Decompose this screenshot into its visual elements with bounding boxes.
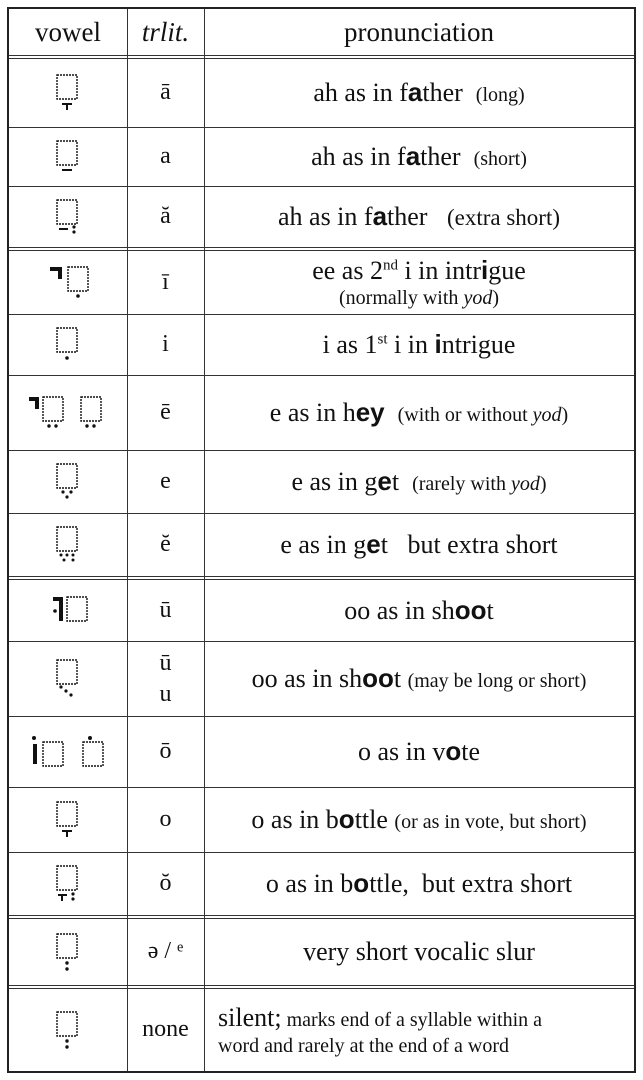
trlit-cell: ŏ [159, 870, 172, 897]
pronunciation-cell [204, 128, 634, 186]
trlit-cell [127, 642, 204, 716]
segol-icon [9, 451, 127, 513]
pronunciation-cell [204, 315, 634, 375]
trlit-long: ū [159, 649, 172, 676]
trlit-cell: i [162, 331, 169, 358]
vocal-shewa-icon [9, 919, 127, 985]
pron-text: oo as in sh [344, 595, 455, 625]
pron-text: gue [488, 255, 526, 285]
pron-text: ah as in f [277, 202, 373, 232]
pron-note: ) [492, 287, 499, 310]
pron-text: i in [387, 330, 435, 360]
pron-note-italic: yod [510, 473, 540, 496]
trlit-cell: e [160, 468, 171, 495]
pron-text: i as 1 [322, 330, 378, 360]
pronunciation-cell [204, 989, 634, 1071]
hireq-yod-icon [9, 251, 127, 314]
pron-text: ther [422, 78, 463, 108]
trlit-cell: a [160, 143, 171, 170]
pron-text: ther [420, 142, 461, 172]
pron-text: o as in b [265, 869, 354, 899]
pron-note: (with or without [397, 404, 533, 427]
pron-superscript: nd [382, 257, 398, 274]
pronunciation-cell [204, 580, 634, 641]
pronunciation-cell [204, 717, 634, 787]
pron-note-italic: yod [532, 404, 562, 427]
pronunciation-cell [204, 451, 634, 513]
qamets-icon [9, 59, 127, 127]
pron-bold: o [338, 804, 355, 835]
pron-bold: oo [454, 594, 487, 625]
pronunciation-cell [204, 376, 634, 450]
pron-note: (short) [473, 148, 527, 171]
qibbuts-icon [9, 642, 127, 716]
pronunciation-cell [204, 788, 634, 852]
pron-note: (normally with [339, 287, 464, 310]
pron-text: oo as in sh [251, 664, 363, 694]
pron-note: (extra short) [446, 205, 561, 231]
pron-note: ) [561, 404, 569, 427]
trlit-cell: ū [159, 596, 172, 623]
shureq-icon [9, 580, 127, 641]
pron-text: ah as in f [313, 78, 408, 108]
pron-text: silent; [218, 1003, 282, 1033]
pron-bold: i [481, 254, 489, 285]
pron-superscript: st [377, 331, 388, 348]
pronunciation-cell [204, 251, 634, 314]
pron-text: t but extra short [380, 530, 558, 560]
pron-text: ah as in f [311, 142, 406, 172]
pron-bold: a [407, 77, 423, 108]
pronunciation-cell [204, 59, 634, 127]
pron-text: ntrigue [441, 330, 516, 360]
pronunciation-cell [204, 919, 634, 985]
hateph-segol-icon [9, 514, 127, 576]
pron-bold: ey [355, 397, 385, 428]
qamets-hatuph-icon [9, 788, 127, 852]
pron-bold: e [366, 529, 381, 560]
vowel-table [7, 7, 636, 1073]
pron-note: (may be long or short) [407, 670, 587, 693]
pron-text: t [393, 664, 402, 694]
pronunciation-cell [204, 514, 634, 576]
pronunciation-cell [204, 187, 634, 247]
trlit-short: u [159, 681, 172, 707]
pron-text: e as in h [269, 398, 356, 428]
pronunciation-cell [204, 853, 634, 915]
pron-text: ee as 2 [312, 255, 383, 285]
pron-text: ttle, but extra short [369, 869, 573, 899]
hateph-qamets-icon [9, 853, 127, 915]
pron-note: (long) [475, 84, 525, 107]
pron-text: e as in g [291, 467, 378, 497]
header-trlit: trlit. [141, 16, 190, 47]
trlit-cell: none [142, 1016, 189, 1043]
trlit-cell: ă [160, 203, 171, 230]
pron-bold: a [372, 201, 388, 232]
pron-text: i in intr [397, 255, 482, 285]
silent-shewa-icon [9, 989, 127, 1071]
pron-text: ttle [354, 805, 388, 835]
tsere-icon [9, 376, 127, 450]
pron-text: e as in g [280, 530, 367, 560]
pron-text: o as in v [357, 737, 446, 767]
pron-bold: oo [362, 663, 394, 694]
pron-text: very short vocalic slur [303, 937, 535, 967]
trlit-cell: ā [160, 79, 171, 106]
trlit-cell: ē [160, 399, 171, 426]
pron-text: o as in b [251, 805, 339, 835]
pron-bold: o [445, 736, 462, 767]
header-pronunciation: pronunciation [344, 16, 494, 47]
trlit-cell: ō [159, 738, 172, 765]
pron-text: ther [387, 202, 428, 232]
trlit-cell: o [159, 806, 172, 833]
pron-note-italic: yod [463, 287, 493, 310]
pron-bold: o [353, 868, 370, 899]
trlit-cell: ī [162, 268, 169, 295]
trlit-cell: ə / ᵉ [147, 938, 184, 965]
header-vowel: vowel [35, 16, 101, 47]
pron-note: (rarely with [412, 473, 511, 496]
hireq-icon [9, 315, 127, 375]
pron-text: t [391, 467, 400, 497]
pron-note: (or as in vote, but short) [394, 811, 587, 834]
pron-bold: e [377, 466, 392, 497]
pronunciation-cell [204, 642, 634, 716]
pron-note: ) [539, 473, 547, 496]
holem-icon [9, 717, 127, 787]
pron-text: t [486, 595, 494, 625]
pron-text: te [461, 737, 481, 767]
pron-note: marks end of a syllable within a [281, 1009, 543, 1032]
patach-icon [9, 128, 127, 186]
pron-bold: i [434, 329, 442, 360]
trlit-cell: ĕ [160, 531, 171, 558]
pron-note: word and rarely at the end of a word [218, 1034, 509, 1057]
hateph-patach-icon [9, 187, 127, 247]
pron-bold: a [405, 141, 421, 172]
